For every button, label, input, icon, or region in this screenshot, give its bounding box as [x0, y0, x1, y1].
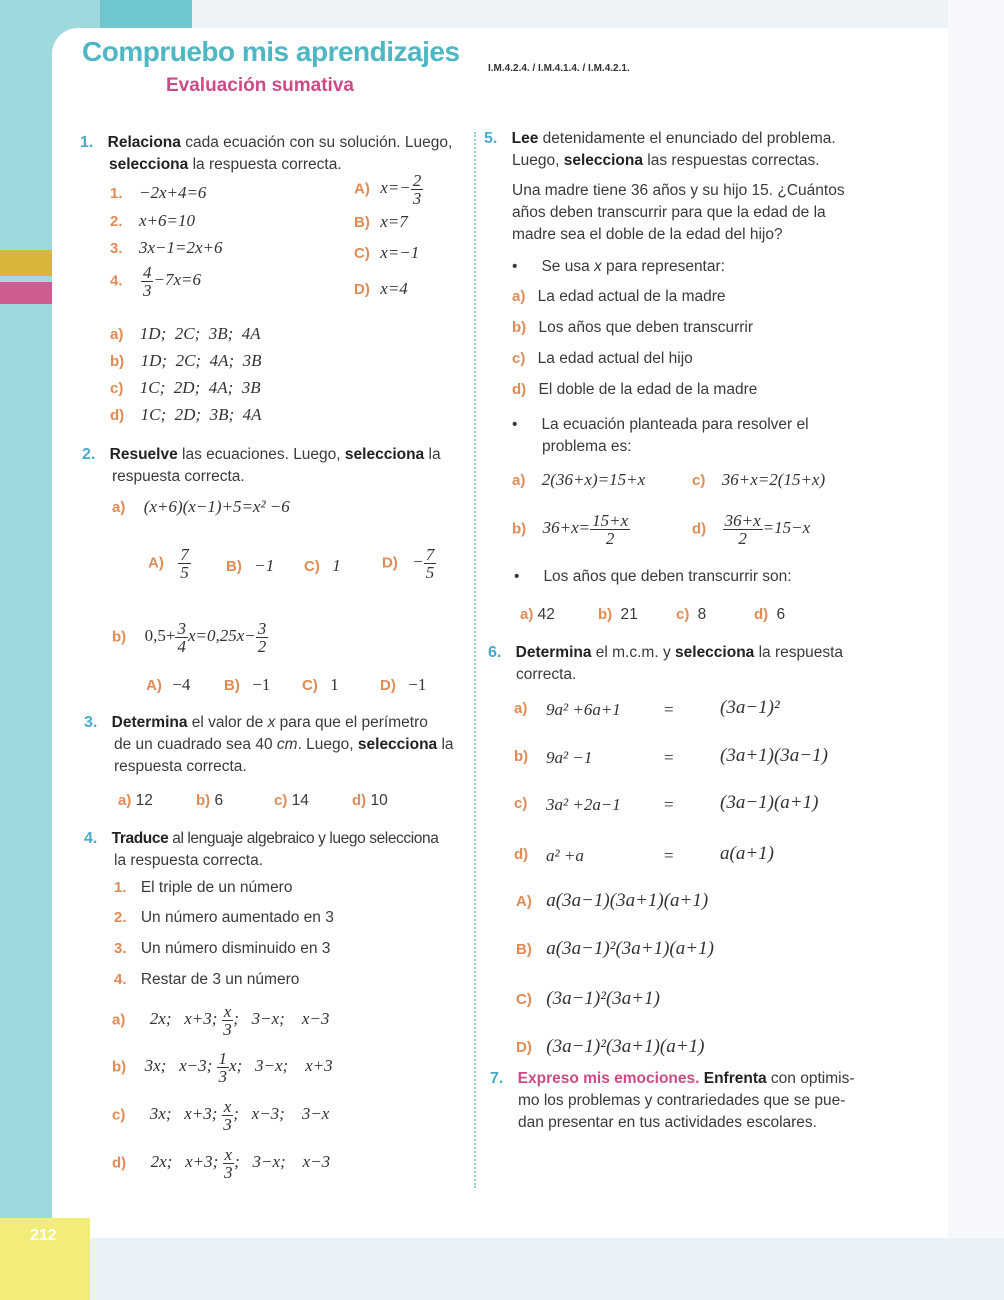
q1-answer-a[interactable] — [110, 324, 261, 344]
q4-item-3-label: 3. — [114, 940, 127, 957]
q5-problem-line1: Una madre tiene 36 años y su hijo 15. ¿Cuántos — [512, 182, 845, 199]
q2-statement — [82, 444, 468, 488]
q5-rep-b-label: b) — [512, 319, 527, 336]
q1-sol-C-label: C) — [354, 245, 370, 262]
q5-eq-b[interactable] — [512, 512, 630, 547]
q2b-opt-D[interactable] — [380, 675, 426, 695]
q5-eq-c-label: c) — [692, 472, 706, 489]
q1-eq-4 — [110, 264, 201, 299]
q2b-opt-B[interactable] — [224, 675, 270, 695]
q3-var: x — [267, 714, 276, 731]
q1-eq-3-label: 3. — [110, 240, 123, 257]
q3-opt-b-text: 6 — [214, 792, 224, 809]
q6-row-b-label: b) — [514, 748, 529, 765]
q4-opt-b-num: 1 — [218, 1049, 228, 1068]
q4-statement — [84, 828, 470, 872]
q4-item-2-text: Un número aumentado en 3 — [140, 909, 334, 926]
q1-sol-A — [354, 172, 423, 207]
q1-eq-3 — [110, 238, 222, 258]
q2a-opt-D-label: D) — [382, 554, 398, 572]
q5-text1: detenidamente el enunciado del problema. — [538, 130, 836, 147]
q5-yrs-a[interactable] — [520, 604, 555, 626]
q3-number: 3. — [84, 714, 98, 731]
q1-eq-3-text: 3x−1=2x+6 — [138, 238, 223, 257]
q6-row-d-label: d) — [514, 846, 529, 863]
q2a-opt-A-label: A) — [148, 554, 164, 572]
q5-eq-b-pre: 36+x= — [542, 518, 591, 538]
q7-text3: dan presentar en tus actividades escolares. — [518, 1114, 817, 1131]
q6-opt-C-label: C) — [516, 991, 532, 1008]
q2a-opt-A[interactable] — [148, 546, 191, 581]
q5-problem-line3: madre sea el doble de la edad del hijo? — [512, 226, 783, 243]
q5-eq-b-label: b) — [512, 520, 527, 538]
q1-sol-A-num: 2 — [412, 171, 422, 190]
q5-rep-d[interactable] — [512, 379, 757, 401]
q5-bullet-3: • Los años que deben transcurrir son: — [514, 568, 792, 585]
q5-rep-a-label: a) — [512, 288, 526, 305]
q1-eq-4-label: 4. — [110, 272, 123, 290]
q7-text2: mo los problemas y contrariedades que se pue- — [518, 1092, 846, 1109]
q1-sol-D-label: D) — [354, 281, 370, 298]
q1-verb2: selecciona — [109, 156, 189, 173]
q5-rep-c-text: La edad actual del hijo — [537, 350, 693, 367]
q4-item-1-label: 1. — [114, 879, 127, 896]
q6-row-b-left: 9a² −1 — [546, 748, 593, 767]
page-number: 212 — [30, 1227, 57, 1244]
q1-eq-2-text: x+6=10 — [138, 211, 195, 230]
q2-text1: las ecuaciones. Luego, — [177, 446, 345, 463]
q1-eq-2 — [110, 211, 195, 231]
q3-opt-c-label: c) — [274, 792, 288, 809]
q6-row-a-right: (3a−1)² — [720, 697, 780, 718]
q5-bullet-2: • La ecuación planteada para resolver el problema es: — [512, 416, 809, 455]
q1-sol-B-text: x=7 — [380, 212, 408, 231]
q6-opt-D-label: D) — [516, 1039, 532, 1056]
q2b-den2: 2 — [257, 637, 267, 656]
q5-yrs-b-label: b) — [598, 606, 613, 623]
q5-yrs-d-text: 6 — [776, 606, 786, 623]
q3-unit: cm — [276, 736, 298, 753]
q5-yrs-d-label: d) — [754, 606, 769, 623]
q2b-opt-C-text: 1 — [330, 675, 339, 694]
q6-row-b — [514, 745, 874, 767]
q2b-opt-A-text: −4 — [172, 675, 191, 694]
q2a-opt-B[interactable] — [226, 556, 274, 576]
q2b-opt-D-label: D) — [380, 677, 396, 694]
q2b-opt-B-label: B) — [224, 677, 240, 694]
q3-text3: de un cuadrado sea 40 — [114, 736, 277, 753]
q5-problem-line2: años deben transcurrir para que la edad de la — [512, 204, 826, 221]
q2a-opt-D[interactable] — [382, 546, 436, 581]
q4-opt-c[interactable] — [112, 1098, 329, 1133]
q7-verb: Enfrenta — [699, 1070, 767, 1087]
q3-verb1: Determina — [111, 714, 188, 731]
q5-eq-a-label: a) — [512, 472, 526, 489]
q4-text1: al lenguaje algebraico y luego selecciona — [168, 830, 439, 847]
right-edge — [948, 0, 1004, 1300]
q5-rep-c-label: c) — [512, 350, 526, 367]
q6-row-b-right: (3a+1)(3a−1) — [720, 745, 828, 766]
q5-rep-b[interactable] — [512, 317, 753, 339]
q2b-den1: 4 — [177, 637, 186, 656]
q4-verb: Traduce — [111, 830, 169, 847]
q6-row-a-eq: = — [664, 700, 674, 719]
q5-eq-d-den: 2 — [738, 529, 747, 548]
q5-yrs-a-label: a) — [520, 606, 534, 623]
q5-rep-c[interactable] — [512, 348, 693, 370]
q2-verb1: Resuelve — [109, 446, 178, 463]
q4-opt-a-den: 3 — [223, 1020, 232, 1039]
q5-yrs-c[interactable] — [676, 604, 706, 626]
page-title: Compruebo mis aprendizajes — [82, 36, 460, 67]
q1-answer-d-label: d) — [110, 407, 125, 424]
q2a-equation — [112, 497, 290, 517]
q1-answer-c-text: 1C; 2D; 4A; 3B — [139, 378, 261, 397]
q5-eq-b-den: 2 — [605, 529, 615, 548]
q2a-eq-text: (x+6)(x−1)+5=x² −6 — [143, 497, 290, 516]
q3-text2: para que el perímetro — [275, 714, 428, 731]
q2b-num2: 3 — [257, 619, 267, 638]
q4-opt-c-p2: ; x−3; 3−x — [233, 1104, 330, 1124]
q4-opt-b[interactable] — [112, 1050, 333, 1085]
q1-answer-a-label: a) — [110, 326, 124, 343]
q6-text2: la respuesta — [754, 644, 844, 661]
q1-eq-1-text: −2x+4=6 — [138, 183, 207, 202]
q5-yrs-b[interactable] — [598, 604, 638, 626]
q1-verb1: Relaciona — [107, 134, 181, 151]
q6-row-d — [514, 843, 874, 865]
q2a-opt-D-num: 7 — [425, 545, 435, 564]
q6-text1: el m.c.m. y — [591, 644, 676, 661]
q4-item-3 — [114, 938, 330, 960]
q5-text2: Luego, — [512, 152, 564, 169]
q4-opt-c-p1: 3x; x+3; — [149, 1104, 218, 1124]
q6-row-d-eq: = — [664, 846, 674, 865]
q4-opt-b-p1: 3x; x−3; — [144, 1056, 213, 1076]
q5-rep-d-text: El doble de la edad de la madre — [538, 381, 758, 398]
q3-text5: la — [437, 736, 454, 753]
q3-text1: el valor de — [187, 714, 268, 731]
q3-opt-d-label: d) — [352, 792, 367, 809]
q4-opt-b-label: b) — [112, 1058, 127, 1076]
bottom-band — [90, 1238, 1004, 1300]
q4-text2: la respuesta correcta. — [114, 852, 264, 869]
q4-opt-d-den: 3 — [224, 1163, 233, 1182]
q4-opt-d-p1: 2x; x+3; — [150, 1152, 219, 1172]
q2b-pre: 0,5+ — [144, 626, 176, 646]
q2a-opt-B-text: −1 — [254, 556, 275, 575]
q5-statement — [484, 128, 874, 172]
q1-answer-b[interactable] — [110, 351, 262, 371]
q5-eq-d[interactable] — [692, 512, 810, 547]
q3-verb2: selecciona — [357, 736, 438, 753]
q2b-opt-D-text: −1 — [408, 675, 427, 694]
q2-verb2: selecciona — [344, 446, 425, 463]
q1-text1: cada ecuación con su solución. Luego, — [180, 134, 453, 151]
q4-item-4-label: 4. — [114, 971, 127, 988]
q3-opt-c[interactable] — [274, 790, 309, 812]
q2a-opt-D-sign: − — [412, 552, 424, 572]
q6-opt-C[interactable] — [516, 988, 660, 1010]
q4-opt-a[interactable] — [112, 1003, 329, 1038]
q5-bullet-1-text2: para representar: — [601, 258, 725, 275]
q6-opt-B[interactable] — [516, 938, 714, 960]
q2-number: 2. — [82, 446, 96, 463]
q5-bullet-1-text1: Se usa — [541, 258, 594, 275]
q6-text3: correcta. — [516, 666, 577, 683]
q4-item-3-text: Un número disminuido en 3 — [140, 940, 331, 957]
q2-text2: la — [424, 446, 441, 463]
q3-statement — [84, 712, 470, 778]
q6-opt-A-text: a(3a−1)(3a+1)(a+1) — [546, 890, 709, 911]
q5-rep-d-label: d) — [512, 381, 527, 398]
q2b-mid: x=0,25x− — [187, 626, 256, 646]
q1-sol-C-text: x=−1 — [380, 243, 420, 262]
q6-row-c-right: (3a−1)(a+1) — [720, 792, 819, 813]
q5-number: 5. — [484, 130, 498, 147]
q1-answer-d[interactable] — [110, 405, 262, 425]
q6-opt-A[interactable] — [516, 890, 708, 912]
pink-tab — [0, 282, 55, 304]
q4-opt-b-den: 3 — [218, 1067, 228, 1086]
q1-statement — [80, 132, 452, 176]
q7-text1: con optimis- — [766, 1070, 855, 1087]
q5-eq-a[interactable] — [512, 470, 645, 490]
q3-opt-a-text: 12 — [135, 792, 153, 809]
q1-eq-4-rest: −7x=6 — [153, 270, 201, 290]
q4-opt-a-num: x — [223, 1002, 232, 1021]
q6-row-c — [514, 792, 874, 814]
q6-opt-A-label: A) — [516, 893, 532, 910]
q6-row-d-right: a(a+1) — [720, 843, 774, 864]
q4-item-2-label: 2. — [114, 909, 127, 926]
q2b-num1: 3 — [177, 619, 186, 638]
q6-opt-B-label: B) — [516, 941, 532, 958]
q3-opt-c-text: 14 — [291, 792, 309, 809]
q2b-opt-C[interactable] — [302, 675, 339, 695]
q4-opt-a-label: a) — [112, 1011, 126, 1029]
q6-verb2: selecciona — [675, 644, 755, 661]
q5-yrs-d[interactable] — [754, 604, 785, 626]
q2a-opt-C-label: C) — [304, 558, 320, 575]
q6-opt-D[interactable] — [516, 1036, 704, 1058]
q2b-opt-C-label: C) — [302, 677, 318, 694]
q2-text3: respuesta correcta. — [112, 468, 245, 485]
q5-rep-a-text: La edad actual de la madre — [537, 288, 726, 305]
q5-bullet-1-var: x — [594, 258, 602, 275]
q6-row-a-label: a) — [514, 700, 528, 717]
q1-answer-b-label: b) — [110, 353, 125, 370]
q6-row-c-left: 3a² +2a−1 — [546, 795, 621, 814]
q6-row-d-left: a² +a — [546, 846, 584, 865]
q4-opt-c-label: c) — [112, 1106, 126, 1124]
q3-opt-a[interactable] — [118, 790, 153, 812]
q4-opt-c-den: 3 — [223, 1115, 232, 1134]
q4-item-4 — [114, 969, 299, 991]
indicator-codes: I.M.4.2.4. / I.M.4.1.4. / I.M.4.2.1. — [488, 63, 630, 74]
q5-bullet-2-line2: problema es: — [542, 438, 632, 455]
q1-eq-2-label: 2. — [110, 213, 123, 230]
q1-answer-a-text: 1D; 2C; 3B; 4A — [139, 324, 261, 343]
q1-eq-4-den: 3 — [142, 281, 152, 300]
q2b-opt-A[interactable] — [146, 675, 190, 695]
q4-number: 4. — [84, 830, 98, 847]
q4-item-1 — [114, 877, 292, 899]
q5-eq-b-num: 15+x — [592, 511, 629, 530]
q4-opt-d-p2: ; 3−x; x−3 — [234, 1152, 331, 1172]
q7-number: 7. — [490, 1070, 504, 1087]
q1-eq-4-num: 4 — [142, 263, 152, 282]
q6-row-a-left: 9a² +6a+1 — [546, 700, 621, 719]
q1-text2: la respuesta correcta. — [188, 156, 342, 173]
q1-sol-A-text: x=− — [380, 178, 411, 198]
q6-opt-C-text: (3a−1)²(3a+1) — [546, 988, 660, 1009]
q6-row-a — [514, 697, 874, 719]
page-subtitle: Evaluación sumativa — [166, 75, 354, 96]
q5-eq-a-text: 2(36+x)=15+x — [541, 470, 646, 489]
q4-opt-a-p2: ; 3−x; x−3 — [233, 1009, 330, 1029]
q2a-opt-A-den: 5 — [180, 563, 189, 582]
q5-eq-d-label: d) — [692, 520, 707, 538]
q5-problem — [512, 180, 845, 246]
q2a-opt-A-num: 7 — [180, 545, 189, 564]
q6-statement — [488, 642, 878, 686]
q5-eq-d-num: 36+x — [724, 511, 761, 530]
q5-yrs-b-text: 21 — [620, 606, 638, 623]
q5-bullet-2-line1: La ecuación planteada para resolver el — [541, 416, 809, 433]
q2b-equation — [112, 620, 268, 655]
q1-number: 1. — [80, 134, 94, 151]
q6-number: 6. — [488, 644, 502, 661]
q1-eq-1-label: 1. — [110, 185, 123, 202]
q3-opt-d-text: 10 — [370, 792, 388, 809]
q1-answer-d-text: 1C; 2D; 3B; 4A — [140, 405, 262, 424]
q4-opt-d-num: x — [224, 1145, 233, 1164]
q6-opt-B-text: a(3a−1)²(3a+1)(a+1) — [546, 938, 714, 959]
q3-text4: . Luego, — [297, 736, 358, 753]
q2a-opt-B-label: B) — [226, 558, 242, 575]
q6-row-c-eq: = — [664, 795, 674, 814]
q5-verb2: selecciona — [563, 152, 643, 169]
q7-heading: Expreso mis emociones. — [517, 1070, 700, 1087]
q3-opt-b-label: b) — [196, 792, 211, 809]
q5-yrs-c-text: 8 — [697, 606, 707, 623]
q6-opt-D-text: (3a−1)²(3a+1)(a+1) — [546, 1036, 705, 1057]
q5-rep-a[interactable] — [512, 286, 726, 308]
q5-verb1: Lee — [511, 130, 539, 147]
q6-row-b-eq: = — [664, 748, 674, 767]
q4-item-2 — [114, 907, 334, 929]
q3-opt-d[interactable] — [352, 790, 388, 812]
q4-opt-b-p2: x; 3−x; x+3 — [229, 1056, 333, 1076]
q7-statement — [490, 1068, 880, 1134]
q1-sol-D-text: x=4 — [380, 279, 408, 298]
q4-item-1-text: El triple de un número — [140, 879, 293, 896]
q6-verb1: Determina — [515, 644, 592, 661]
q1-sol-C — [354, 243, 419, 263]
q1-eq-1 — [110, 183, 206, 203]
q1-answer-c[interactable] — [110, 378, 261, 398]
q1-sol-B — [354, 212, 408, 232]
q3-text6: respuesta correcta. — [114, 758, 247, 775]
q5-eq-c[interactable] — [692, 470, 825, 490]
q1-answer-c-label: c) — [110, 380, 124, 397]
q1-answer-b-text: 1D; 2C; 4A; 3B — [140, 351, 262, 370]
q1-sol-A-den: 3 — [412, 189, 422, 208]
q5-yrs-a-text: 42 — [537, 606, 555, 623]
q5-yrs-c-label: c) — [676, 606, 690, 623]
column-divider — [474, 132, 476, 1188]
q2b-label: b) — [112, 628, 127, 646]
q2b-opt-B-text: −1 — [252, 675, 271, 694]
q4-opt-d-label: d) — [112, 1154, 127, 1172]
q5-eq-c-text: 36+x=2(15+x) — [721, 470, 826, 489]
q4-opt-c-num: x — [223, 1097, 232, 1116]
q2a-opt-D-den: 5 — [425, 563, 435, 582]
q2a-opt-C[interactable] — [304, 556, 341, 576]
q5-rep-b-text: Los años que deben transcurrir — [538, 319, 754, 336]
q2a-opt-C-text: 1 — [332, 556, 341, 575]
q6-row-c-label: c) — [514, 795, 528, 812]
q3-opt-b[interactable] — [196, 790, 223, 812]
q1-sol-B-label: B) — [354, 214, 370, 231]
q1-sol-A-label: A) — [354, 180, 370, 198]
q5-bullet-1: • Se usa x para representar: — [512, 258, 725, 275]
q3-opt-a-label: a) — [118, 792, 132, 809]
q4-opt-a-p1: 2x; x+3; — [149, 1009, 218, 1029]
yellow-tab — [0, 250, 55, 276]
q5-text3: las respuestas correctas. — [643, 152, 820, 169]
q5-bullet-3-text: Los años que deben transcurrir son: — [543, 568, 792, 585]
q1-sol-D — [354, 279, 408, 299]
q5-eq-d-post: =15−x — [762, 518, 811, 538]
q4-item-4-text: Restar de 3 un número — [140, 971, 300, 988]
q2b-opt-A-label: A) — [146, 677, 162, 694]
q2a-label: a) — [112, 499, 126, 516]
q4-opt-d[interactable] — [112, 1146, 330, 1181]
